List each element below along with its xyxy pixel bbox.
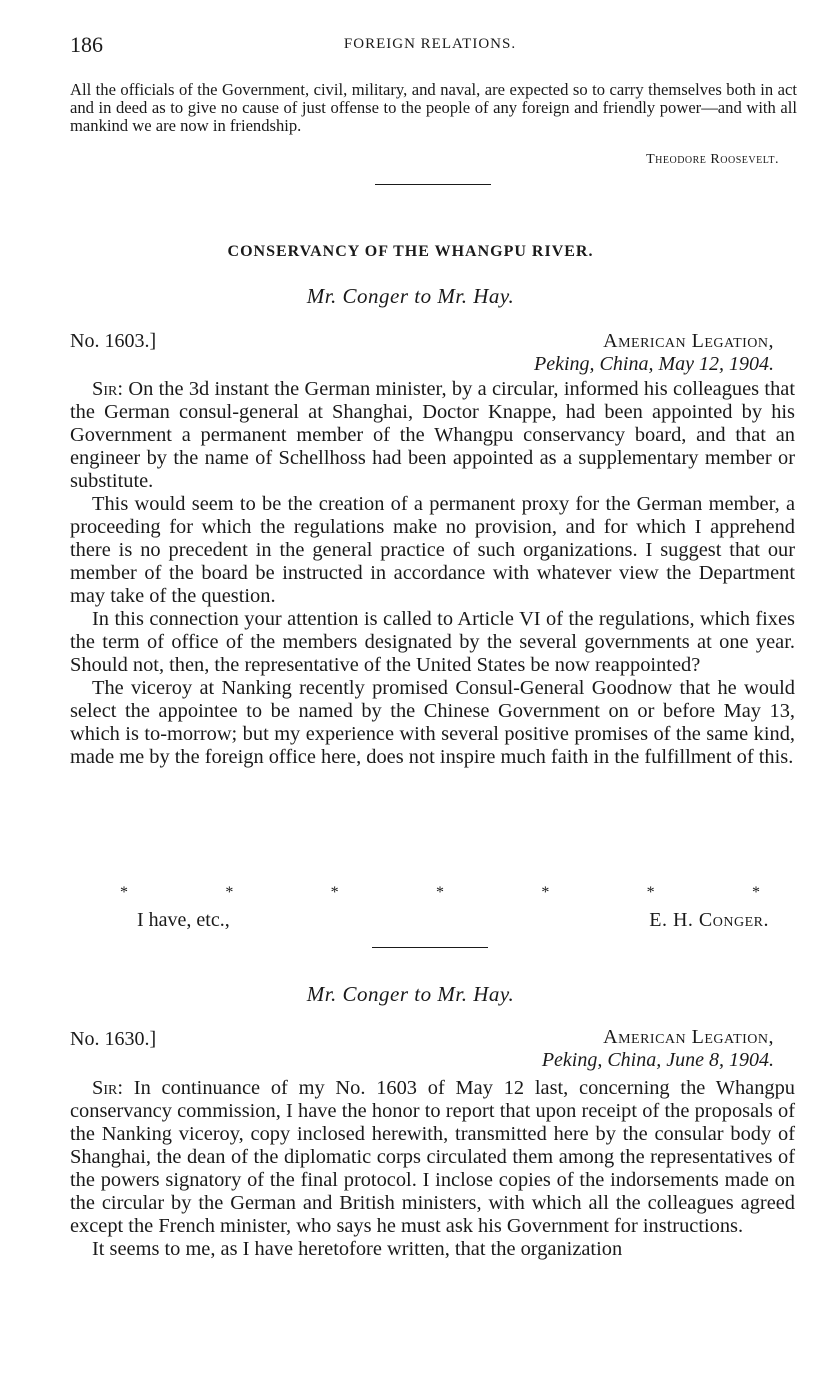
- letter2-number: No. 1630.]: [70, 1028, 157, 1050]
- letter2-body: [70, 1077, 795, 1261]
- letter1-salutation: Sir:: [92, 378, 124, 400]
- letter1-legation: American Legation,: [603, 330, 774, 352]
- letter1-signature: E. H. Conger.: [649, 909, 769, 931]
- star: *: [541, 884, 550, 901]
- letter2-place-date: Peking, China, June 8, 1904.: [541, 1049, 774, 1071]
- letter1-correspondents: Mr. Conger to Mr. Hay.: [306, 284, 515, 308]
- separator-rule: [375, 184, 491, 185]
- letter2-correspondents: Mr. Conger to Mr. Hay.: [306, 982, 515, 1006]
- letter1-number: No. 1603.]: [70, 330, 157, 352]
- star: *: [751, 884, 760, 901]
- letter1-address: [534, 330, 774, 376]
- letter1-paragraph: In this connection your attention is called to Article VI of the regulations, which fixes the term of office of the members designated by the several governments at one year. Should not, then, the representative of the United States be now reappointed?: [70, 608, 795, 676]
- page-header: [70, 32, 790, 58]
- separator-rule: [372, 947, 488, 948]
- star: *: [330, 884, 339, 901]
- star: *: [646, 884, 655, 901]
- intro-signature: Theodore Roosevelt.: [646, 152, 779, 167]
- letter1-paragraph: This would seem to be the creation of a permanent proxy for the German member, a proceeding for which the regulations make no provision, and for which I apprehend there is no precedent in the general practice of such organizations. I suggest that our member of the board be instructed in accordance with whatever view the Department may take of the question.: [70, 493, 795, 607]
- section-title: CONSERVANCY OF THE WHANGPU RIVER.: [227, 243, 594, 260]
- letter2-address: [542, 1026, 774, 1072]
- letter1-paragraph: The viceroy at Nanking recently promised Consul-General Goodnow that he would select the appointee to be named by the Chinese Government on or before May 13, which is to-morrow; but my experience with several positive promises of the same kind, made me by the foreign office here, does not inspire much faith in the fulfillment of this.: [70, 677, 795, 768]
- letter1-paragraph: Sir: On the 3d instant the German minister, by a circular, informed his colleagues that the German consul-general at Shanghai, Doctor Knappe, had been appointed by his Government a permanent member of the Whangpu conservancy board, and that an engineer by the name of Schellhoss had been appointed as a supplementary member or substitute.: [70, 378, 795, 492]
- intro-paragraph: All the officials of the Government, civil, military, and naval, are expected so to carry themselves both in act and in deed as to give no cause of just offense to the people of any foreign and friendly power—and with all mankind we are now in friendship.: [70, 80, 797, 135]
- letter2-paragraph: It seems to me, as I have heretofore written, that the organization: [92, 1238, 623, 1260]
- star: *: [435, 884, 444, 901]
- letter2-legation: American Legation,: [603, 1026, 774, 1048]
- letter2-salutation: Sir:: [92, 1077, 124, 1099]
- star: *: [225, 884, 234, 901]
- letter2-paragraph: Sir: In continuance of my No. 1603 of May 12 last, concerning the Whangpu conservancy commission, I have the honor to report that upon receipt of the proposals of the Nanking viceroy, copy inclosed herewith, transmitted here by the consular body of Shanghai, the dean of the diplomatic corps circulated them among the representatives of the powers signatory of the final protocol. I inclose copies of the indorsements made on the circular by the German and British ministers, with which all the colleagues agreed except the French minister, who says he must ask his Government for instructions.: [70, 1077, 795, 1237]
- letter1-closing: I have, etc.,: [137, 909, 230, 931]
- ellipsis-stars: [120, 884, 760, 902]
- page-number: 186: [70, 32, 103, 57]
- letter1-place-date: Peking, China, May 12, 1904.: [534, 353, 774, 375]
- star: *: [120, 884, 128, 901]
- letter1-body: [70, 378, 795, 769]
- intro-block: [70, 81, 797, 135]
- running-title: FOREIGN RELATIONS.: [343, 36, 517, 52]
